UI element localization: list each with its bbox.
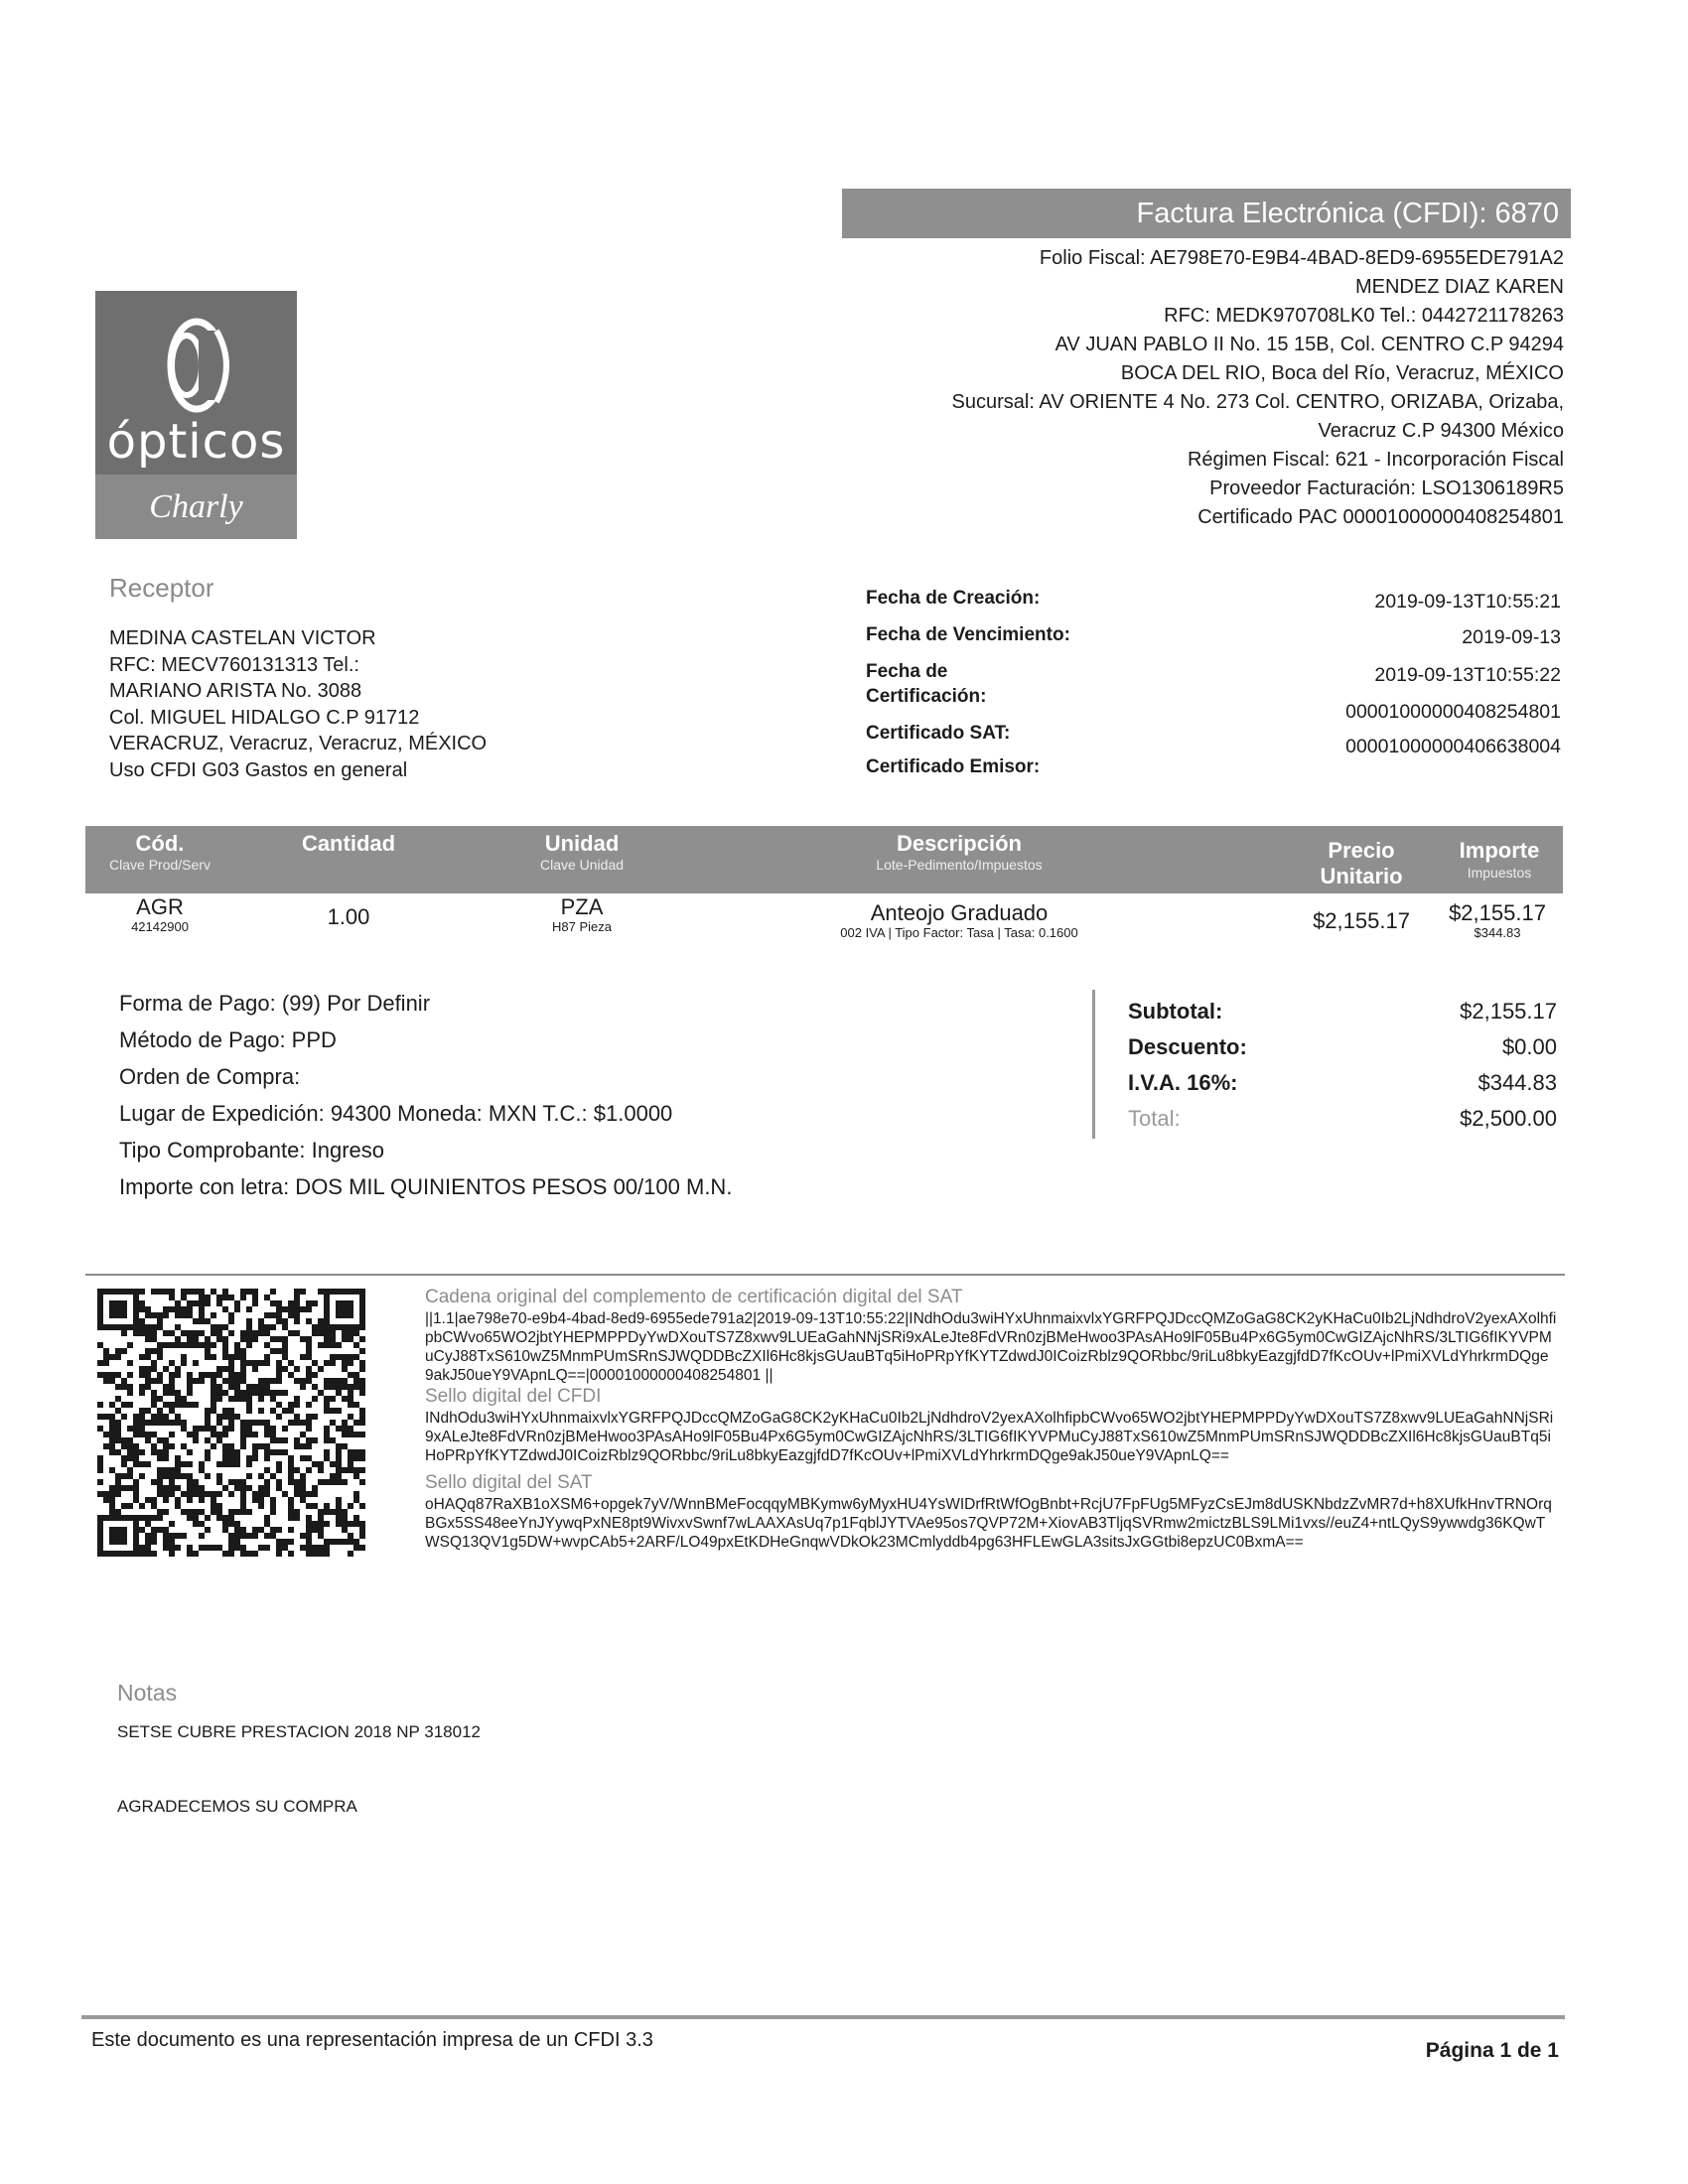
col-cantidad-main: Cantidad (301, 831, 396, 856)
col-descripcion-main: Descripción (897, 831, 1022, 856)
fecha-certificacion-label: Fecha de Certificación: (866, 661, 987, 707)
item-impuestos: 002 IVA | Tipo Factor: Tasa | Tasa: 0.1600 (840, 925, 1078, 940)
emisor-regimen: Régimen Fiscal: 621 - Incorporación Fiscal (1187, 449, 1564, 471)
iva-label: I.V.A. 16%: (1128, 1070, 1238, 1095)
sello-sat: oHAQq87RaXB1oXSM6+opgek7yV/WnnBMeFocqqyMBKymw6yMyxHU4YsWIDrfRtWfOgBnbt+RcjU7FpFUg5MFyzCsEJm8dUSKNbdzZvMR7d+h8XUfkHnvTRNOrqBGx5SS48eeYnJYywqPxNE8pt9WivxvSwnf7wLAAXAsUq7p1FqblJYTVAe95os7QVP72M+XiovAB3TljqSVRmw2mictzBLS9LMi1vxs//euZ4+ntLQyS9ywwdg36KQwTWSQ13QV1g5DW+wvpCAb5+2ARF/LO49pxEtKDHeGnqwVDkOk23MCmlyddb4pg63HFLEwGLA3sitsJxGGtbi8epzUC0BxmA== (425, 1496, 1552, 1551)
invoice-title: Factura Electrónica (CFDI): 6870 (842, 189, 1571, 238)
emisor-address: AV JUAN PABLO II No. 15 15B, Col. CENTRO C.P 94294 (1055, 334, 1564, 355)
subtotal-label: Subtotal: (1128, 999, 1223, 1024)
col-descripcion-sub: Lote-Pedimento/Impuestos (876, 857, 1043, 873)
cadena-original-label: Cadena original del complemento de certificación digital del SAT (425, 1287, 963, 1307)
fecha-creacion-label: Fecha de Creación: (866, 588, 1041, 609)
footer-divider (81, 2015, 1565, 2019)
nota-line-2: AGRADECEMOS SU COMPRA (117, 1797, 357, 1816)
total-label: Total: (1128, 1106, 1181, 1131)
folio-fiscal: Folio Fiscal: AE798E70-E9B4-4BAD-8ED9-6955EDE791A2 (1039, 247, 1564, 269)
col-importe (1436, 838, 1563, 882)
tipo-comprobante: Tipo Comprobante: Ingreso (119, 1138, 384, 1162)
fecha-vencimiento-value: 2019-09-13 (1462, 626, 1561, 648)
notas-title: Notas (117, 1680, 178, 1706)
certificado-sat-label: Certificado SAT: (866, 723, 1011, 744)
sello-sat-label: Sello digital del SAT (425, 1472, 593, 1493)
table-row (85, 895, 1563, 957)
col-codigo-sub: Clave Prod/Serv (109, 857, 211, 873)
item-clave-prod: 42142900 (131, 919, 189, 934)
receptor-street: MARIANO ARISTA No. 3088 (109, 680, 362, 702)
importe-letra: Importe con letra: DOS MIL QUINIENTOS PESOS 00/100 M.N. (119, 1174, 733, 1199)
company-logo (95, 291, 297, 539)
emisor-name: MENDEZ DIAZ KAREN (1354, 276, 1564, 298)
iva-row (1128, 1066, 1561, 1100)
item-codigo (85, 895, 234, 935)
descuento-label: Descuento: (1128, 1034, 1247, 1059)
receptor-info (109, 625, 626, 783)
receptor-city: VERACRUZ, Veracruz, Veracruz, MÉXICO (109, 733, 488, 754)
emisor-certificado-pac: Certificado PAC 00001000000408254801 (1197, 506, 1564, 528)
col-unidad-main: Unidad (544, 831, 620, 856)
receptor-colonia: Col. MIGUEL HIDALGO C.P 91712 (109, 706, 420, 729)
col-codigo-main: Cód. (135, 831, 185, 856)
item-unidad-value: PZA (560, 894, 604, 919)
qr-code-icon (97, 1289, 365, 1557)
totals-divider (1092, 990, 1095, 1139)
col-unidad-sub: Clave Unidad (539, 857, 625, 873)
col-cantidad (264, 832, 433, 856)
col-precio-main: Precio (1328, 838, 1395, 863)
lugar-expedicion: Lugar de Expedición: 94300 Moneda: MXN T.C.: $1.0000 (119, 1101, 673, 1126)
certificado-sat-value: 00001000000408254801 (1345, 701, 1561, 723)
col-unidad (492, 832, 671, 874)
footer-note: Este documento es una representación impresa de un CFDI 3.3 (91, 2029, 653, 2051)
descuento-row (1128, 1030, 1561, 1064)
sello-cfdi: INdhOdu3wiHYxUhnmaixvlxYGRFPQJDccQMZoGaG8CK2yKHaCu0Ib2LjNdhdroV2yexAXolhfipbCWvo65WO2jbtYHEPMPPDyYwDXouTS7Z8xwv9LUEaGahNNjSRi9xALeJte8FdVRn0zjBMeHwoo3PAsAHo9lF05Bu4Px6G5ym0CwGIZAjcNhRS/3LTIG6fIKYVPMuCyJ88TxS610wZ5MnmPUmSRnSJWQDDBcZXIl6Hc8kjsGUauBTq5iHoPRpYfKYTZdwdJ0ICoizRblz9QORbbc/9riLu8bkyEazgjfdD7fKcOUv+lPmiXVLdYhrkrmDQge9akJ50ueY9VApnLQ== (425, 1410, 1554, 1464)
emisor-city: BOCA DEL RIO, Boca del Río, Veracruz, MÉXICO (1120, 362, 1564, 384)
forma-pago: Forma de Pago: (99) Por Definir (119, 991, 431, 1016)
page-number: Página 1 de 1 (1425, 2039, 1559, 2062)
emisor-rfc: RFC: MEDK970708LK0 Tel.: 0442721178263 (1164, 305, 1564, 327)
item-importe-value: $2,155.17 (1449, 900, 1546, 925)
col-importe-sub: Impuestos (1467, 865, 1532, 881)
certificado-emisor-value: 00001000000406638004 (1345, 736, 1561, 757)
col-codigo (85, 832, 234, 874)
receptor-title: Receptor (109, 573, 214, 603)
emisor-info (874, 244, 1564, 532)
item-codigo-value: AGR (136, 894, 184, 919)
fecha-vencimiento-label: Fecha de Vencimiento: (866, 624, 1070, 645)
receptor-uso-cfdi: Uso CFDI G03 Gastos en general (109, 758, 408, 781)
item-importe-impuestos: $344.83 (1474, 925, 1521, 940)
section-divider (85, 1274, 1565, 1276)
item-precio-value: $2,155.17 (1313, 908, 1410, 933)
receptor-rfc: RFC: MECV760131313 Tel.: (109, 653, 359, 676)
logo-subtitle: Charly (95, 475, 297, 539)
col-descripcion (800, 832, 1118, 874)
col-precio-sub: Unitario (1320, 864, 1403, 888)
col-precio (1287, 838, 1436, 889)
item-descripcion-value: Anteojo Graduado (870, 900, 1049, 925)
receptor-name: MEDINA CASTELAN VICTOR (109, 627, 376, 649)
item-descripcion (771, 901, 1148, 941)
item-importe (1428, 901, 1567, 941)
digital-seals (425, 1286, 1557, 1552)
col-importe-main: Importe (1459, 838, 1540, 863)
total-row (1128, 1102, 1561, 1136)
orden-compra: Orden de Compra: (119, 1064, 301, 1089)
fecha-creacion-value: 2019-09-13T10:55:21 (1374, 591, 1561, 613)
descuento-value: $0.00 (1501, 1034, 1557, 1059)
items-table-header (85, 826, 1563, 893)
metodo-pago: Método de Pago: PPD (119, 1027, 337, 1052)
nota-line-1: SETSE CUBRE PRESTACION 2018 NP 318012 (117, 1722, 481, 1741)
iva-value: $344.83 (1477, 1070, 1557, 1095)
item-cantidad-value: 1.00 (327, 904, 370, 929)
certificado-emisor-label: Certificado Emisor: (866, 756, 1041, 777)
item-cantidad (264, 905, 433, 929)
sello-cfdi-label: Sello digital del CFDI (425, 1386, 602, 1407)
fecha-certificacion-value: 2019-09-13T10:55:22 (1374, 664, 1561, 686)
emisor-sucursal: Sucursal: AV ORIENTE 4 No. 273 Col. CENTRO, ORIZABA, Orizaba, Veracruz C.P 94300 México (951, 391, 1564, 442)
payment-info (119, 985, 874, 1205)
emisor-proveedor: Proveedor Facturación: LSO1306189R5 (1209, 478, 1564, 499)
subtotal-value: $2,155.17 (1460, 999, 1557, 1024)
logo-name: ópticos (106, 414, 286, 470)
subtotal-row (1128, 995, 1561, 1028)
item-precio (1277, 909, 1446, 933)
item-unidad (492, 895, 671, 935)
cadena-original: ||1.1|ae798e70-e9b4-4bad-8ed9-6955ede791a2|2019-09-13T10:55:22|INdhOdu3wiHYxUhnmaixvlxYGRFPQJDccQMZoGaG8CK2yKHaCu0Ib2LjNdhdroV2yexAXolhfipbCWvo65WO2jbtYHEPMPPDyYwDXouTS7Z8xwv9LUEaGahNNjSRi9xALeJte8FdVRn0zjBMeHwoo3PAsAHo9lF05Bu4Px6G5ym0CwGIZAjcNhRS/3LTIG6fIKYVPMuCyJ88TxS610wZ5MnmPUmSRnSJWQDDBcZXIl6Hc8kjsGUauBTq5iHoPRpYfKYTZdwdJ0ICoizRblz9QORbbc/9riLu8bkyEazgjfdD7fKcOUv+lPmiXVLdYhrkrmDQge9akJ50ueY9VApnLQ==|00001000000408254801 || (425, 1310, 1557, 1384)
eye-logo-icon (151, 311, 240, 420)
item-clave-unidad: H87 Pieza (552, 919, 612, 934)
total-value: $2,500.00 (1460, 1106, 1557, 1131)
